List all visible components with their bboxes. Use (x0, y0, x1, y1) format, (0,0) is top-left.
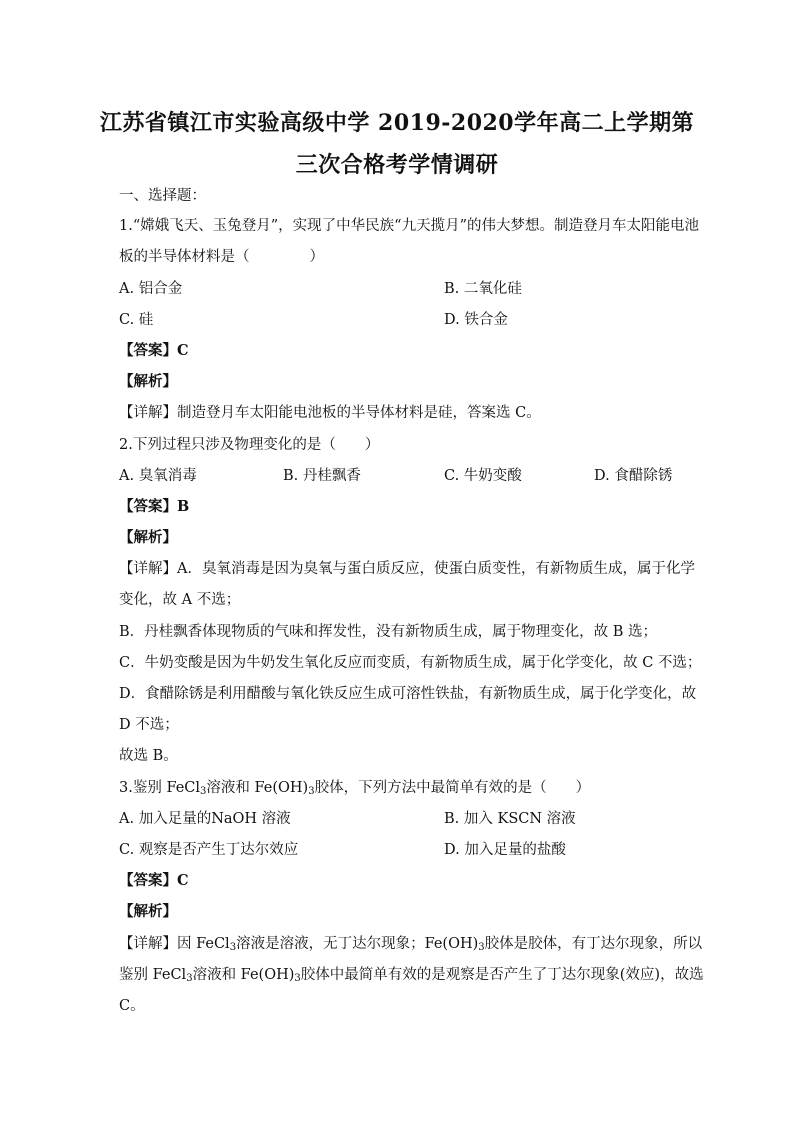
q1-detail: 【详解】制造登月车太阳能电池板的半导体材料是硅，答案选 C。 (119, 405, 541, 421)
q1-stem-line-2-post: ） (309, 249, 324, 265)
document-title-line-2: 三次合格考学情调研 (295, 152, 499, 178)
q3-option-d: D. 加入足量的盐酸 (444, 842, 566, 858)
q2-detail-line-5: D．食醋除锈是利用醋酸与氧化铁反应生成可溶性铁盐，有新物质生成，属于化学变化，故 (119, 686, 697, 702)
q2-detail-line-1: 【详解】A．臭氧消毒是因为臭氧与蛋白质反应，使蛋白质变性，有新物质生成，属于化学 (119, 561, 695, 577)
q3-detail-line-2 (119, 965, 704, 985)
q2-option-b: B. 丹桂飘香 (283, 468, 361, 484)
q2-option-c: C. 牛奶变酸 (444, 468, 522, 484)
document-title-line-1: 江苏省镇江市实验高级中学 2019-2020学年高二上学期第 (99, 110, 695, 136)
q1-option-b: B. 二氧化硅 (444, 281, 522, 297)
q3-detail-1-text-3: 胶体是胶体，有丁达尔现象，所以 (484, 936, 703, 952)
q3-stem-text-2: 溶液和 Fe(OH) (206, 780, 309, 796)
q3-detail-2-sub-2: 3 (294, 973, 301, 984)
q3-detail-1-sub-1: 3 (229, 942, 237, 953)
q3-detail-2-sub-1: 3 (186, 973, 193, 984)
q3-analysis-heading: 【解析】 (119, 903, 177, 920)
q3-detail-line-3: C。 (119, 998, 145, 1014)
q1-option-a: A. 铝合金 (119, 281, 183, 297)
q1-answer: 【答案】C (119, 342, 189, 359)
q2-option-a: A. 臭氧消毒 (119, 468, 197, 484)
q3-stem-text-3: 胶体，下列方法中最简单有效的是（ ） (314, 780, 591, 796)
q2-detail-line-3: B．丹桂飘香体现物质的气味和挥发性，没有新物质生成，属于物理变化，故 B 选； (119, 624, 658, 640)
q3-detail-2-text-1: 鉴别 FeCl (119, 967, 187, 983)
q2-detail-line-4: C．牛奶变酸是因为牛奶发生氧化反应而变质，有新物质生成，属于化学变化，故 C 不选； (119, 655, 702, 671)
q1-option-c: C. 硅 (119, 312, 154, 328)
q2-option-d: D. 食醋除锈 (594, 468, 673, 484)
q3-detail-line-1 (119, 934, 702, 954)
q2-detail-line-6: D 不选； (119, 717, 179, 733)
q3-stem-sub-1: 3 (200, 786, 207, 797)
q2-answer: 【答案】B (119, 498, 190, 515)
q3-detail-1-sub-2: 3 (478, 942, 485, 953)
q3-stem (119, 778, 590, 798)
q1-analysis-heading: 【解析】 (119, 373, 177, 390)
q2-detail-line-2: 变化，故 A 不选； (119, 592, 241, 608)
q1-option-d: D. 铁合金 (444, 312, 508, 328)
q3-stem-sub-2: 3 (308, 786, 315, 797)
q2-analysis-heading: 【解析】 (119, 529, 177, 546)
q3-detail-1-text-2: 溶液是溶液，无丁达尔现象；Fe(OH) (236, 936, 479, 952)
q3-option-b: B. 加入 KSCN 溶液 (444, 811, 576, 827)
q3-option-c: C. 观察是否产生丁达尔效应 (119, 842, 299, 858)
section-heading: 一、选择题： (119, 188, 206, 204)
q2-stem: 2.下列过程只涉及物理变化的是（ ） (119, 437, 380, 453)
q3-stem-text-1: 3.鉴别 FeCl (119, 780, 201, 796)
q3-detail-2-text-2: 溶液和 Fe(OH) (192, 967, 295, 983)
q2-detail-line-7: 故选 B。 (119, 748, 178, 764)
q1-stem-line-2-pre: 板的半导体材料是（ (119, 249, 250, 265)
q3-detail-2-text-3: 胶体中最简单有效的是观察是否产生了丁达尔现象(效应)，故选 (300, 967, 704, 983)
q3-option-a: A. 加入足量的NaOH 溶液 (119, 811, 291, 827)
q3-detail-1-text-1: 【详解】因 FeCl (119, 936, 230, 952)
q1-stem-line-2 (119, 247, 324, 267)
q3-answer: 【答案】C (119, 872, 189, 889)
q1-stem-line-1: 1.“嫦娥飞天、玉兔登月”，实现了中华民族“九天揽月”的伟大梦想。制造登月车太阳能电池 (119, 218, 699, 234)
